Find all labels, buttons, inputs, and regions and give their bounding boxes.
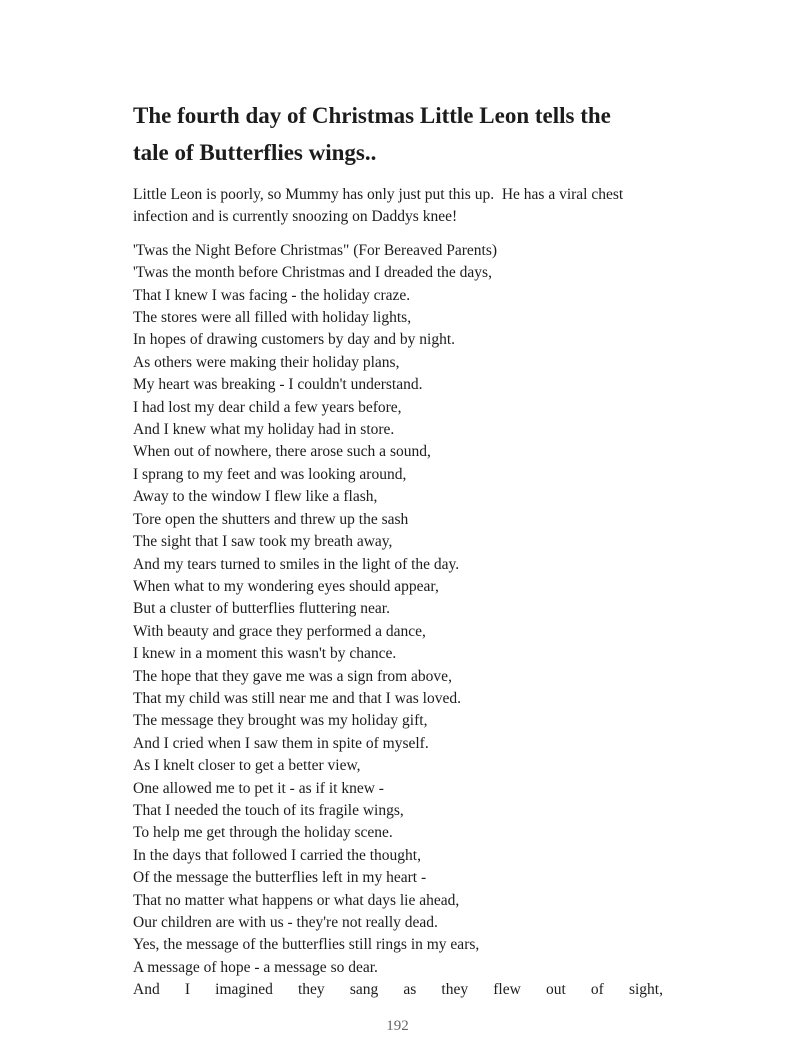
poem-line: That no matter what happens or what days lie ahead, [133, 891, 460, 909]
poem-line: One allowed me to pet it - as if it knew - [133, 779, 384, 797]
poem-line: That I needed the touch of its fragile wings, [133, 801, 404, 819]
poem-line: To help me get through the holiday scene. [133, 824, 393, 842]
intro-line: infection and is currently snoozing on Daddys knee! [133, 208, 458, 226]
poem-lines [133, 240, 663, 979]
poem-line: But a cluster of butterflies fluttering near. [133, 600, 390, 618]
poem-line: And I cried when I saw them in spite of myself. [133, 734, 429, 752]
poem-line: Tore open the shutters and threw up the sash [133, 510, 409, 528]
poem-line: With beauty and grace they performed a dance, [133, 622, 426, 640]
poem-line: The hope that they gave me was a sign from above, [133, 667, 452, 685]
poem-line: That I knew I was facing - the holiday craze. [133, 286, 411, 304]
poem-line: I had lost my dear child a few years before, [133, 398, 402, 416]
page-number: 192 [386, 1018, 409, 1034]
poem-line: The sight that I saw took my breath away, [133, 533, 393, 551]
poem-line: In hopes of drawing customers by day and by night. [133, 331, 455, 349]
poem-line: That my child was still near me and that I was loved. [133, 689, 461, 707]
poem-line: The stores were all filled with holiday lights, [133, 309, 412, 327]
poem-line: When what to my wondering eyes should appear, [133, 577, 439, 595]
page-title [133, 97, 663, 171]
poem-line: 'Twas the Night Before Christmas" (For Bereaved Parents) [133, 241, 498, 259]
poem [133, 240, 663, 1002]
poem-line: In the days that followed I carried the thought, [133, 846, 421, 864]
poem-line: I knew in a moment this wasn't by chance. [133, 645, 397, 663]
poem-line: Our children are with us - they're not really dead. [133, 914, 438, 931]
poem-line: Of the message the butterflies left in my heart - [133, 869, 427, 887]
poem-line: And my tears turned to smiles in the light of the day. [133, 555, 460, 573]
poem-line: 'Twas the month before Christmas and I dreaded the days, [133, 264, 492, 282]
page-content [133, 0, 663, 1002]
poem-line: Yes, the message of the butterflies still rings in my ears, [133, 936, 480, 954]
poem-line: A message of hope - a message so dear. [133, 958, 378, 976]
poem-line: When out of nowhere, there arose such a sound, [133, 443, 431, 461]
poem-line: As others were making their holiday plans, [133, 353, 400, 371]
poem-line: My heart was breaking - I couldn't understand. [133, 376, 423, 394]
poem-line: Away to the window I flew like a flash, [133, 488, 378, 506]
poem-line: And I knew what my holiday had in store. [133, 421, 395, 439]
page-title-line: tale of Butterflies wings.. [133, 140, 377, 165]
poem-line: As I knelt closer to get a better view, [133, 757, 361, 775]
intro-line: Little Leon is poorly, so Mummy has only just put this up. He has a viral chest [133, 186, 624, 203]
poem-line: I sprang to my feet and was looking around, [133, 465, 407, 483]
poem-last-line: And I imagined they sang as they flew out of sight, [133, 981, 663, 999]
poem-line: The message they brought was my holiday gift, [133, 712, 428, 730]
page-title-line: The fourth day of Christmas Little Leon tells the [133, 103, 611, 128]
intro-paragraph [133, 184, 663, 229]
